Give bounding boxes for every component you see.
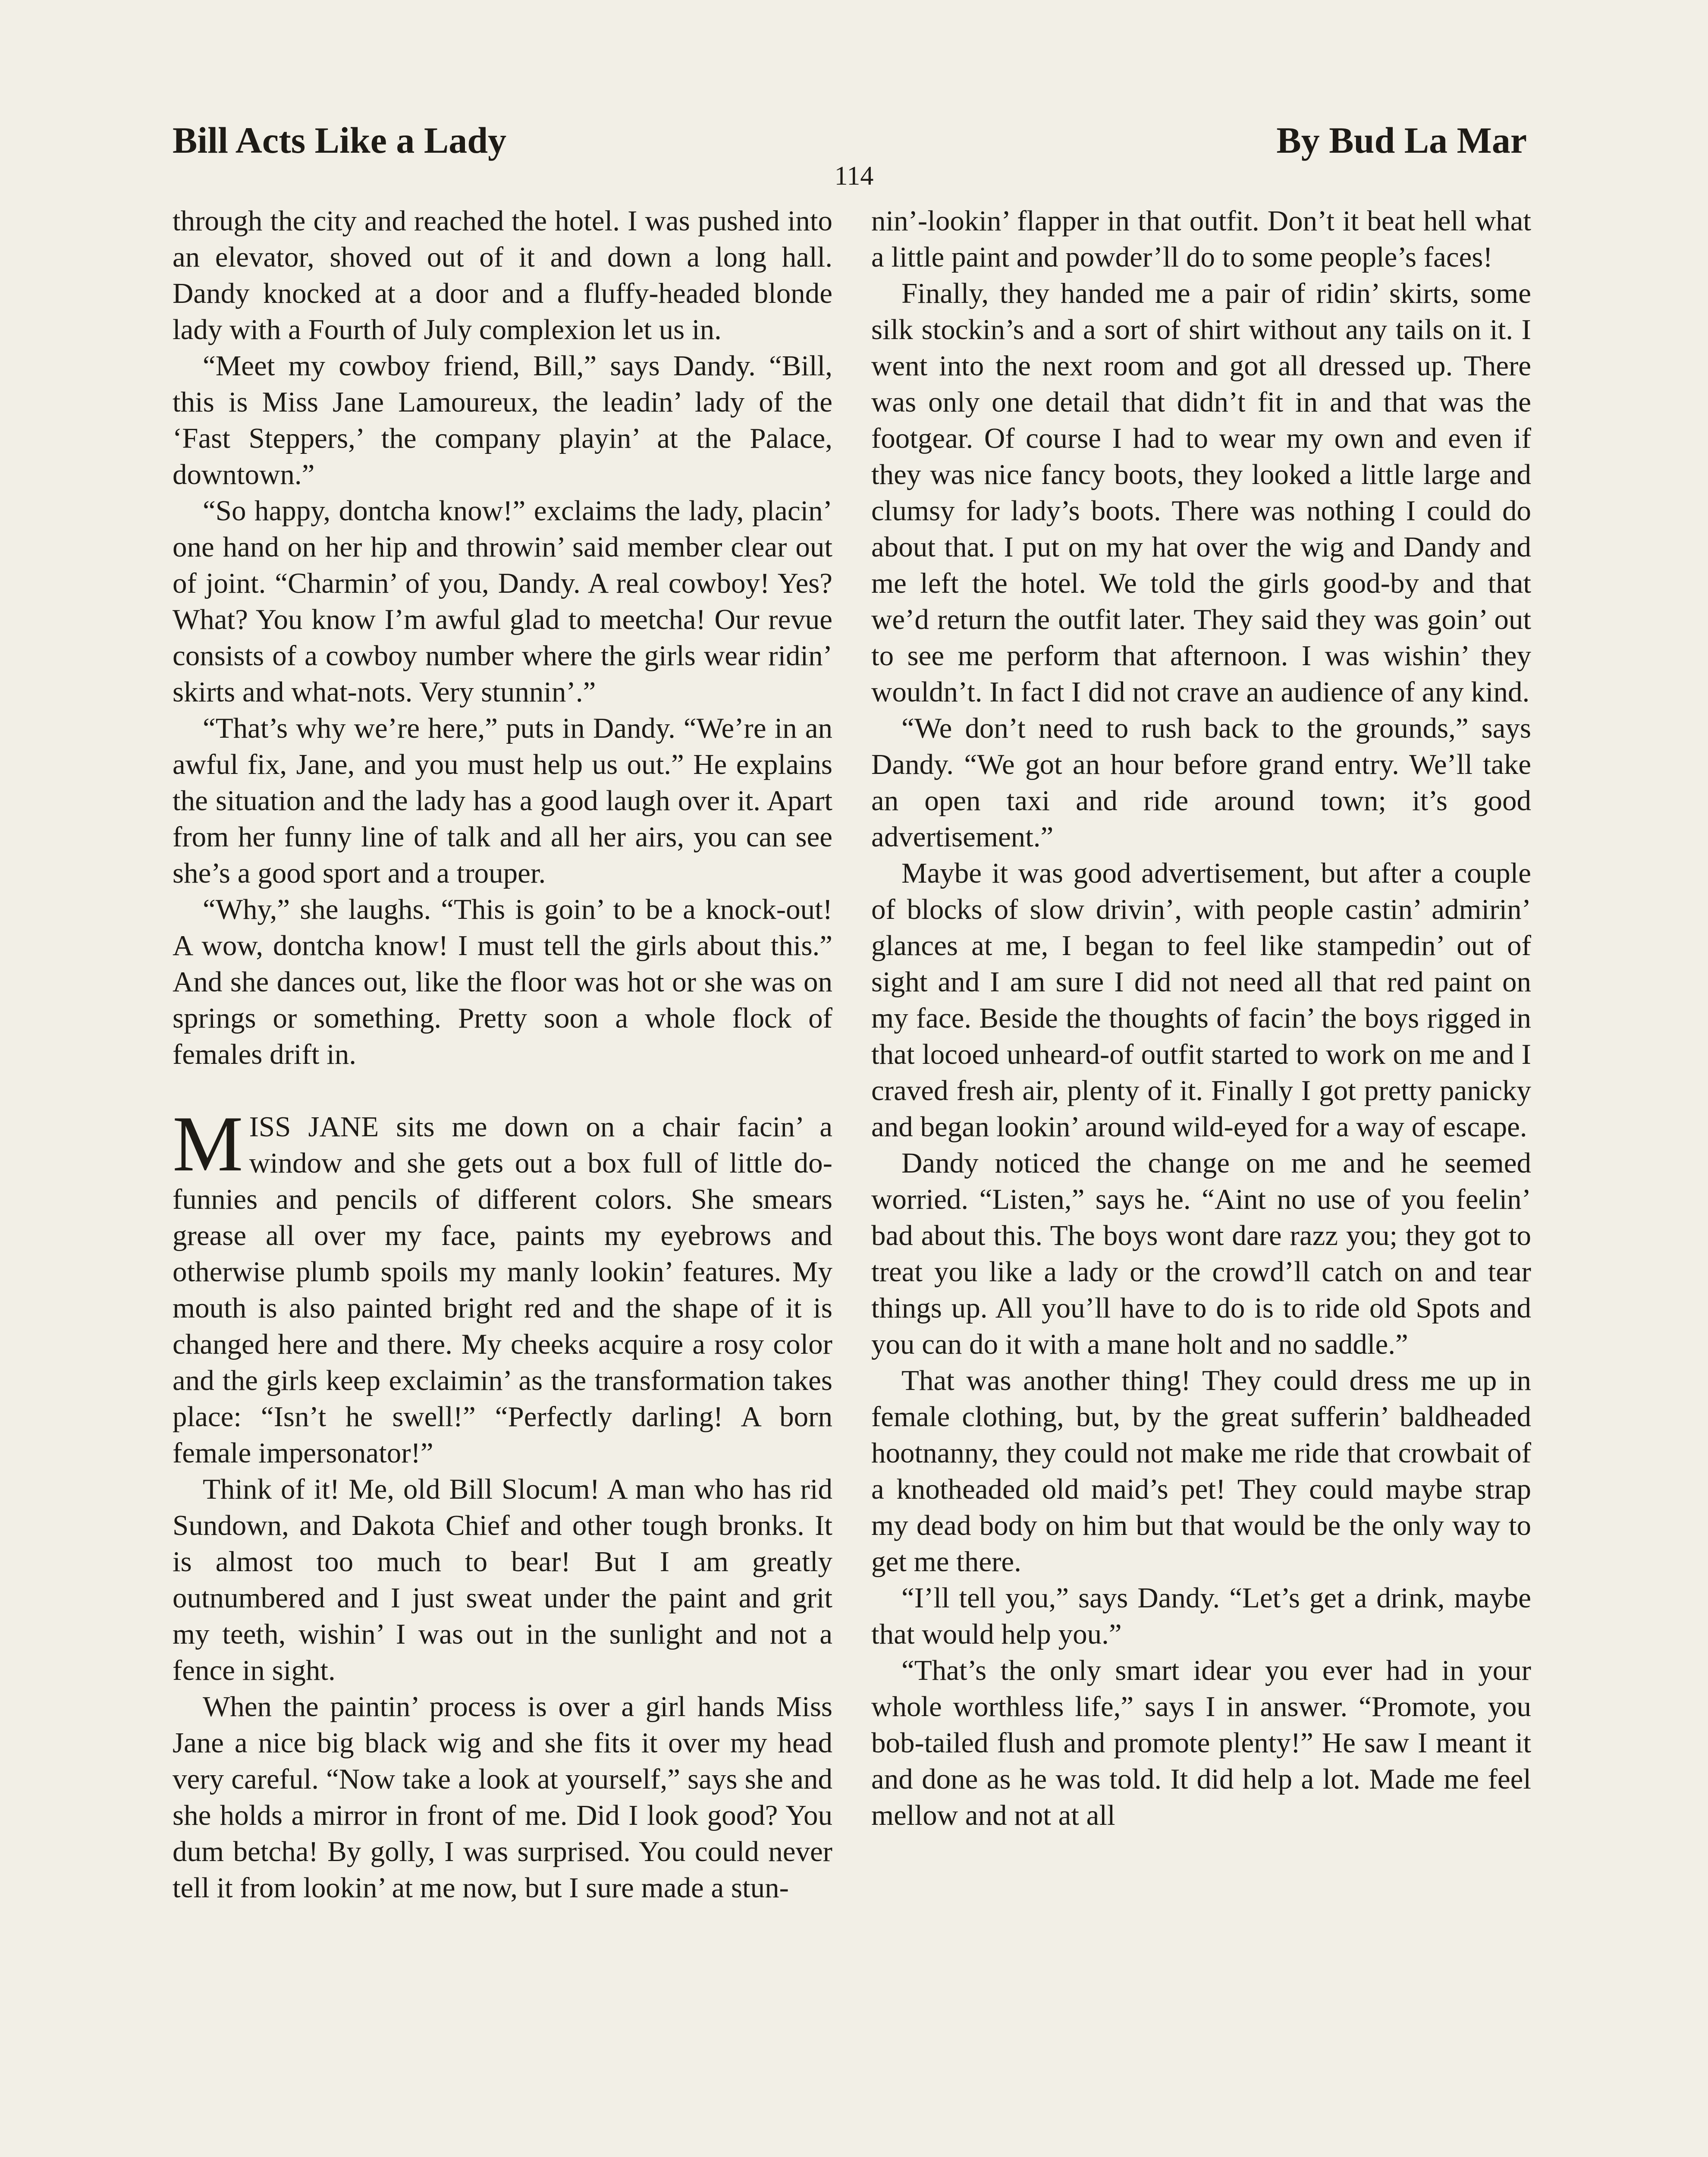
page-header [173,114,1527,166]
section-paragraph-text: ISS JANE sits me down on a chair facin’ a window and she gets out a box full of little do-funnies and pencils of different colors. She smears grease all over my face, paints my eyebrows and otherwise plumb spoils my manly lookin’ features. My mouth is also painted bright red and the shape of it is changed here and there. My cheeks acquire a rosy color and the girls keep exclaimin’ as the transformation takes place: “Isn’t he swell!” “Perfectly darling! A born female impersonator!” [173,1111,832,1469]
paragraph: “So happy, dontcha know!” exclaims the lady, placin’ one hand on her hip and throwin’ said member clear out of joint. “Charmin’ of you, Dandy. A real cowboy! Yes? What? You know I’m awful glad to meetcha! Our revue consists of a cowboy number where the girls wear ridin’ skirts and what-nots. Very stunnin’.” [173,495,832,708]
left-text-column [173,203,832,2157]
paragraph: Dandy noticed the change on me and he seemed worried. “Listen,” says he. “Aint no use of you feelin’ bad about this. The boys wont dare razz you; they got to treat you like a lady or the crowd’ll catch on and tear things up. All you’ll have to do is to ride old Spots and you can do it with a mane holt and no saddle.” [871,1147,1531,1360]
paragraph: nin’-lookin’ flapper in that outfit. Don’t it beat hell what a little paint and powder’ll do to some people’s faces! [871,205,1531,273]
paragraph: through the city and reached the hotel. I was pushed into an elevator, shoved out of it and down a long hall. Dandy knocked at a door and a fluffy-headed blonde lady with a Fourth of July complexion let us in. [173,205,832,346]
section-paragraph [173,1100,832,1471]
paragraph: “Why,” she laughs. “This is goin’ to be a knock-out! A wow, dontcha know! I must tell the girls about this.” And she dances out, like the floor was hot or she was on springs or something. Pretty soon a whole flock of females drift in. [173,893,832,1070]
paragraph: Finally, they handed me a pair of ridin’ skirts, some silk stockin’s and a sort of shirt without any tails on it. I went into the next room and got all dressed up. There was only one detail that didn’t fit in and that was the footgear. Of course I had to wear my own and even if they was nice fancy boots, they looked a little large and clumsy for lady’s boots. There was nothing I could do about that. I put on my hat over the wig and Dandy and me left the hotel. We told the girls good-by and that we’d return the outfit later. They said they was goin’ out to see me perform that afternoon. I was wishin’ they wouldn’t. In fact I did not crave an audience of any kind. [871,277,1531,708]
drop-cap: M [173,1100,243,1188]
paragraph: “Meet my cowboy friend, Bill,” says Dandy. “Bill, this is Miss Jane Lamoureux, the leadin’ lady of the ‘Fast Steppers,’ the company playin’ at the Palace, downtown.” [173,350,832,491]
paragraph: Maybe it was good advertisement, but after a couple of blocks of slow drivin’, with people castin’ admirin’ glances at me, I began to feel like stampedin’ out of sight and I am sure I did not need all that red paint on my face. Beside the thoughts of facin’ the boys rigged in that locoed unheard-of outfit started to work on me and I craved fresh air, plenty of it. Finally I got pretty panicky and began lookin’ around wild-eyed for a way of escape. [871,857,1531,1143]
paragraph: Think of it! Me, old Bill Slocum! A man who has rid Sundown, and Dakota Chief and other tough bronks. It is almost too much to bear! But I am greatly outnumbered and I just sweat under the paint and grit my teeth, wishin’ I was out in the sunlight and not a fence in sight. [173,1473,832,1686]
paragraph: “I’ll tell you,” says Dandy. “Let’s get a drink, maybe that would help you.” [871,1582,1531,1650]
paragraph: When the paintin’ process is over a girl hands Miss Jane a nice big black wig and she fits it over my head very careful. “Now take a look at yourself,” says she and she holds a mirror in front of me. Did I look good? You dum betcha! By golly, I was surprised. You could never tell it from lookin’ at me now, but I sure made a stun- [173,1691,832,1904]
author-byline: By Bud La Mar [1276,119,1527,161]
paragraph: That was another thing! They could dress me up in female clothing, but, by the great sufferin’ baldheaded hootnanny, they could not make me ride that crowbait of a knotheaded old maid’s pet! They could maybe strap my dead body on him but that would be the only way to get me there. [871,1365,1531,1578]
paragraph: “That’s why we’re here,” puts in Dandy. “We’re in an awful fix, Jane, and you must help us out.” He explains the situation and the lady has a good laugh over it. Apart from her funny line of talk and all her airs, you can see she’s a good sport and a trouper. [173,712,832,889]
paragraph: “We don’t need to rush back to the grounds,” says Dandy. “We got an hour before grand entry. We’ll take an open taxi and ride around town; it’s good advertisement.” [871,712,1531,853]
page-number: 114 [834,161,874,191]
story-title: Bill Acts Like a Lady [173,119,507,161]
paragraph: “That’s the only smart idear you ever had in your whole worthless life,” says I in answer. “Promote, you bob-tailed flush and promote plenty!” He saw I meant it and done as he was told. It did help a lot. Made me feel mellow and not at all [871,1654,1531,1831]
right-text-column [871,203,1531,2157]
